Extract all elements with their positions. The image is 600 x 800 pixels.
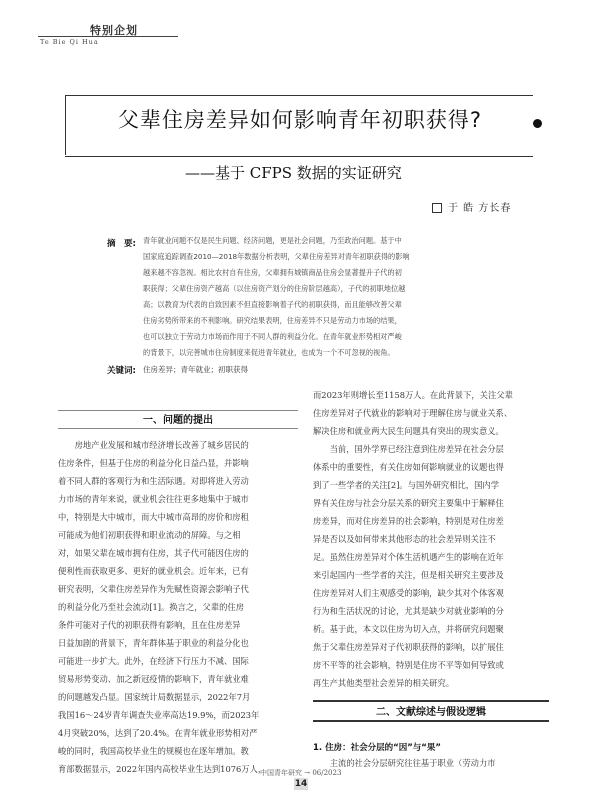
section-tag: 特别企划 bbox=[90, 25, 138, 37]
body-line: 足。虽然住房差异对个体生活机遇产生的影响在近年 bbox=[313, 552, 504, 562]
body-line: 贸易形势变动、加之新冠疫情的影响下，青年就业难 bbox=[58, 674, 249, 684]
abstract-line: 也可以独立于劳动力市场而作用于不同人群的利益分化。在青年就业形势相对严峻 bbox=[143, 332, 402, 341]
keywords: 住房差异；青年就业；初职获得 bbox=[143, 365, 248, 374]
body-line: 再生产其他类型社会差异的相关研究。 bbox=[313, 678, 455, 688]
body-line: 我国16～24岁青年调查失业率高达19.9%，而2023年 bbox=[58, 710, 260, 720]
body-line: 房地产业发展和城市经济增长改善了城乡居民的 bbox=[58, 440, 249, 450]
abstract-line: 职获得；父辈住房资产越高（以住房资产划分的住房阶层越高），子代的初职地位越 bbox=[143, 284, 406, 293]
body-line: 中，特别是大中城市，而大中城市高昂的房价和房租 bbox=[58, 512, 249, 522]
body-line: 异是否以及如何带来其他形态的社会差异则关注不 bbox=[313, 534, 496, 544]
body-line: 主流的社会分层研究往往基于职业（劳动力市 bbox=[313, 758, 496, 768]
body-line: 4月突破20%，达到了20.4%。在青年就业形势相对严 bbox=[58, 728, 258, 738]
body-line: 着不同人群的客观行为和生活际遇。对即将进入劳动 bbox=[58, 476, 249, 486]
body-line: 而2023年则增长至1158万人。在此背景下，关注父辈 bbox=[313, 390, 513, 400]
body-line: 可能成为他们初职获得和职业流动的屏障。与之相 bbox=[58, 530, 241, 540]
body-line: 界有关住房与社会分层关系的研究主要集中于解释住 bbox=[313, 498, 504, 508]
body-line: 当前，国外学界已经注意到住房差异在社会分层 bbox=[313, 444, 504, 454]
header-divider bbox=[38, 36, 178, 37]
article-subtitle: ——基于 CFPS 数据的实证研究 bbox=[185, 164, 402, 182]
body-line: 解决住房和就业两大民生问题具有突出的现实意义。 bbox=[313, 426, 504, 436]
section-rule-bottom bbox=[313, 720, 549, 722]
abstract-line: 住房劣势所带来的不利影响。研究结果表明，住房差异不只是劳动力市场的结果， bbox=[143, 316, 402, 325]
body-line: 到了一些学者的关注[2]。与国外研究相比，国内学 bbox=[313, 480, 499, 490]
section-heading: 一、问题的提出 bbox=[143, 415, 213, 426]
body-line: 可能进一步扩大。此外，在经济下行压力不减、国际 bbox=[58, 656, 249, 666]
body-line: 来引起国内一些学者的关注，但是相关研究主要涉及 bbox=[313, 570, 504, 580]
body-line: 房不平等的社会影响，特别是住房不平等如何导致或 bbox=[313, 660, 504, 670]
section-heading: 二、文献综述与假设逻辑 bbox=[376, 707, 486, 718]
body-line: 焦于父辈住房差异对子代初职获得的影响，以扩展住 bbox=[313, 642, 504, 652]
section-rule-top bbox=[313, 700, 549, 702]
abstract-line: 青年就业问题不仅是民生问题、经济问题，更是社会问题，乃至政治问题。基于中 bbox=[143, 236, 402, 245]
body-line: 条件可能对子代的初职获得有影响，且在住房差异 bbox=[58, 620, 241, 630]
body-line: 住房差异对人们主观感受的影响，缺少其对个体客观 bbox=[313, 588, 504, 598]
body-line: 便利性而获取更多、更好的就业机会。近年来，已有 bbox=[58, 566, 249, 576]
article-authors: 于 皓 方长春 bbox=[448, 203, 512, 214]
body-line: 研究表明，父辈住房差异作为先赋性资源会影响子代 bbox=[58, 584, 249, 594]
journal-footer: 中国青年研究 → 06/2023 bbox=[260, 769, 342, 777]
abstract-line: 国家庭追踪调查2010—2018年数据分析表明，父辈住房差异对青年初职获得的影响 bbox=[143, 252, 410, 261]
abstract-label: 摘 要: bbox=[107, 239, 136, 249]
section-rule-bottom bbox=[58, 428, 298, 429]
subsection-heading: 1. 住房：社会分层的“因”与“果” bbox=[313, 743, 441, 753]
body-line: 的利益分化乃至社会流动[1]。换言之，父辈的住房 bbox=[58, 602, 244, 612]
body-line: 育部数据显示，2022年国内高校毕业生达到1076万人， bbox=[58, 764, 267, 774]
body-line: 析。基于此，本文以住房为切入点，并将研究问题聚 bbox=[313, 624, 504, 634]
keywords-label: 关键词: bbox=[107, 366, 136, 376]
body-line: 行为和生活状况的讨论，尤其是缺少对就业影响的分 bbox=[313, 606, 504, 616]
body-line: 住房条件，但基于住房的利益分化日益凸显，并影响 bbox=[58, 458, 249, 468]
title-bullet-icon bbox=[533, 119, 542, 128]
abstract-line: 的背景下，以完善城市住房制度来促进青年就业，也成为一个不可忽视的视角。 bbox=[143, 348, 395, 357]
body-line: 住房差异对子代就业的影响对于理解住房与就业关系、 bbox=[313, 408, 513, 418]
body-line: 体系中的重要性，有关住房如何影响就业的议题也得 bbox=[313, 462, 504, 472]
article-title: 父辈住房差异如何影响青年初职获得? bbox=[117, 108, 483, 132]
body-line: 日益加剧的背景下，青年群体基于职业的利益分化也 bbox=[58, 638, 249, 648]
body-line: 力市场的青年来说，就业机会往往更多地集中于城市 bbox=[58, 494, 249, 504]
page-number: 14 bbox=[294, 779, 308, 789]
abstract-line: 越来越不容忽视。相比农村自有住房，父辈拥有城镇商品住房会显著提升子代的初 bbox=[143, 268, 402, 277]
body-line: 的问题越发凸显。国家统计局数据显示，2022年7月 bbox=[58, 692, 251, 702]
abstract-line: 高；以教育为代表的自致因素不但直接影响着子代的初职获得，而且能够改善父辈 bbox=[143, 300, 402, 309]
body-line: 对，如果父辈在城市拥有住房，其子代可能因住房的 bbox=[58, 548, 249, 558]
section-tag-pinyin: Te Bie Qi Hua bbox=[40, 38, 99, 46]
body-line: 房差异，而对住房差异的社会影响，特别是对住房差 bbox=[313, 516, 504, 526]
author-marker-icon bbox=[432, 203, 442, 213]
body-line: 峻的同时，我国高校毕业生的规模也在逐年增加。教 bbox=[58, 746, 249, 756]
